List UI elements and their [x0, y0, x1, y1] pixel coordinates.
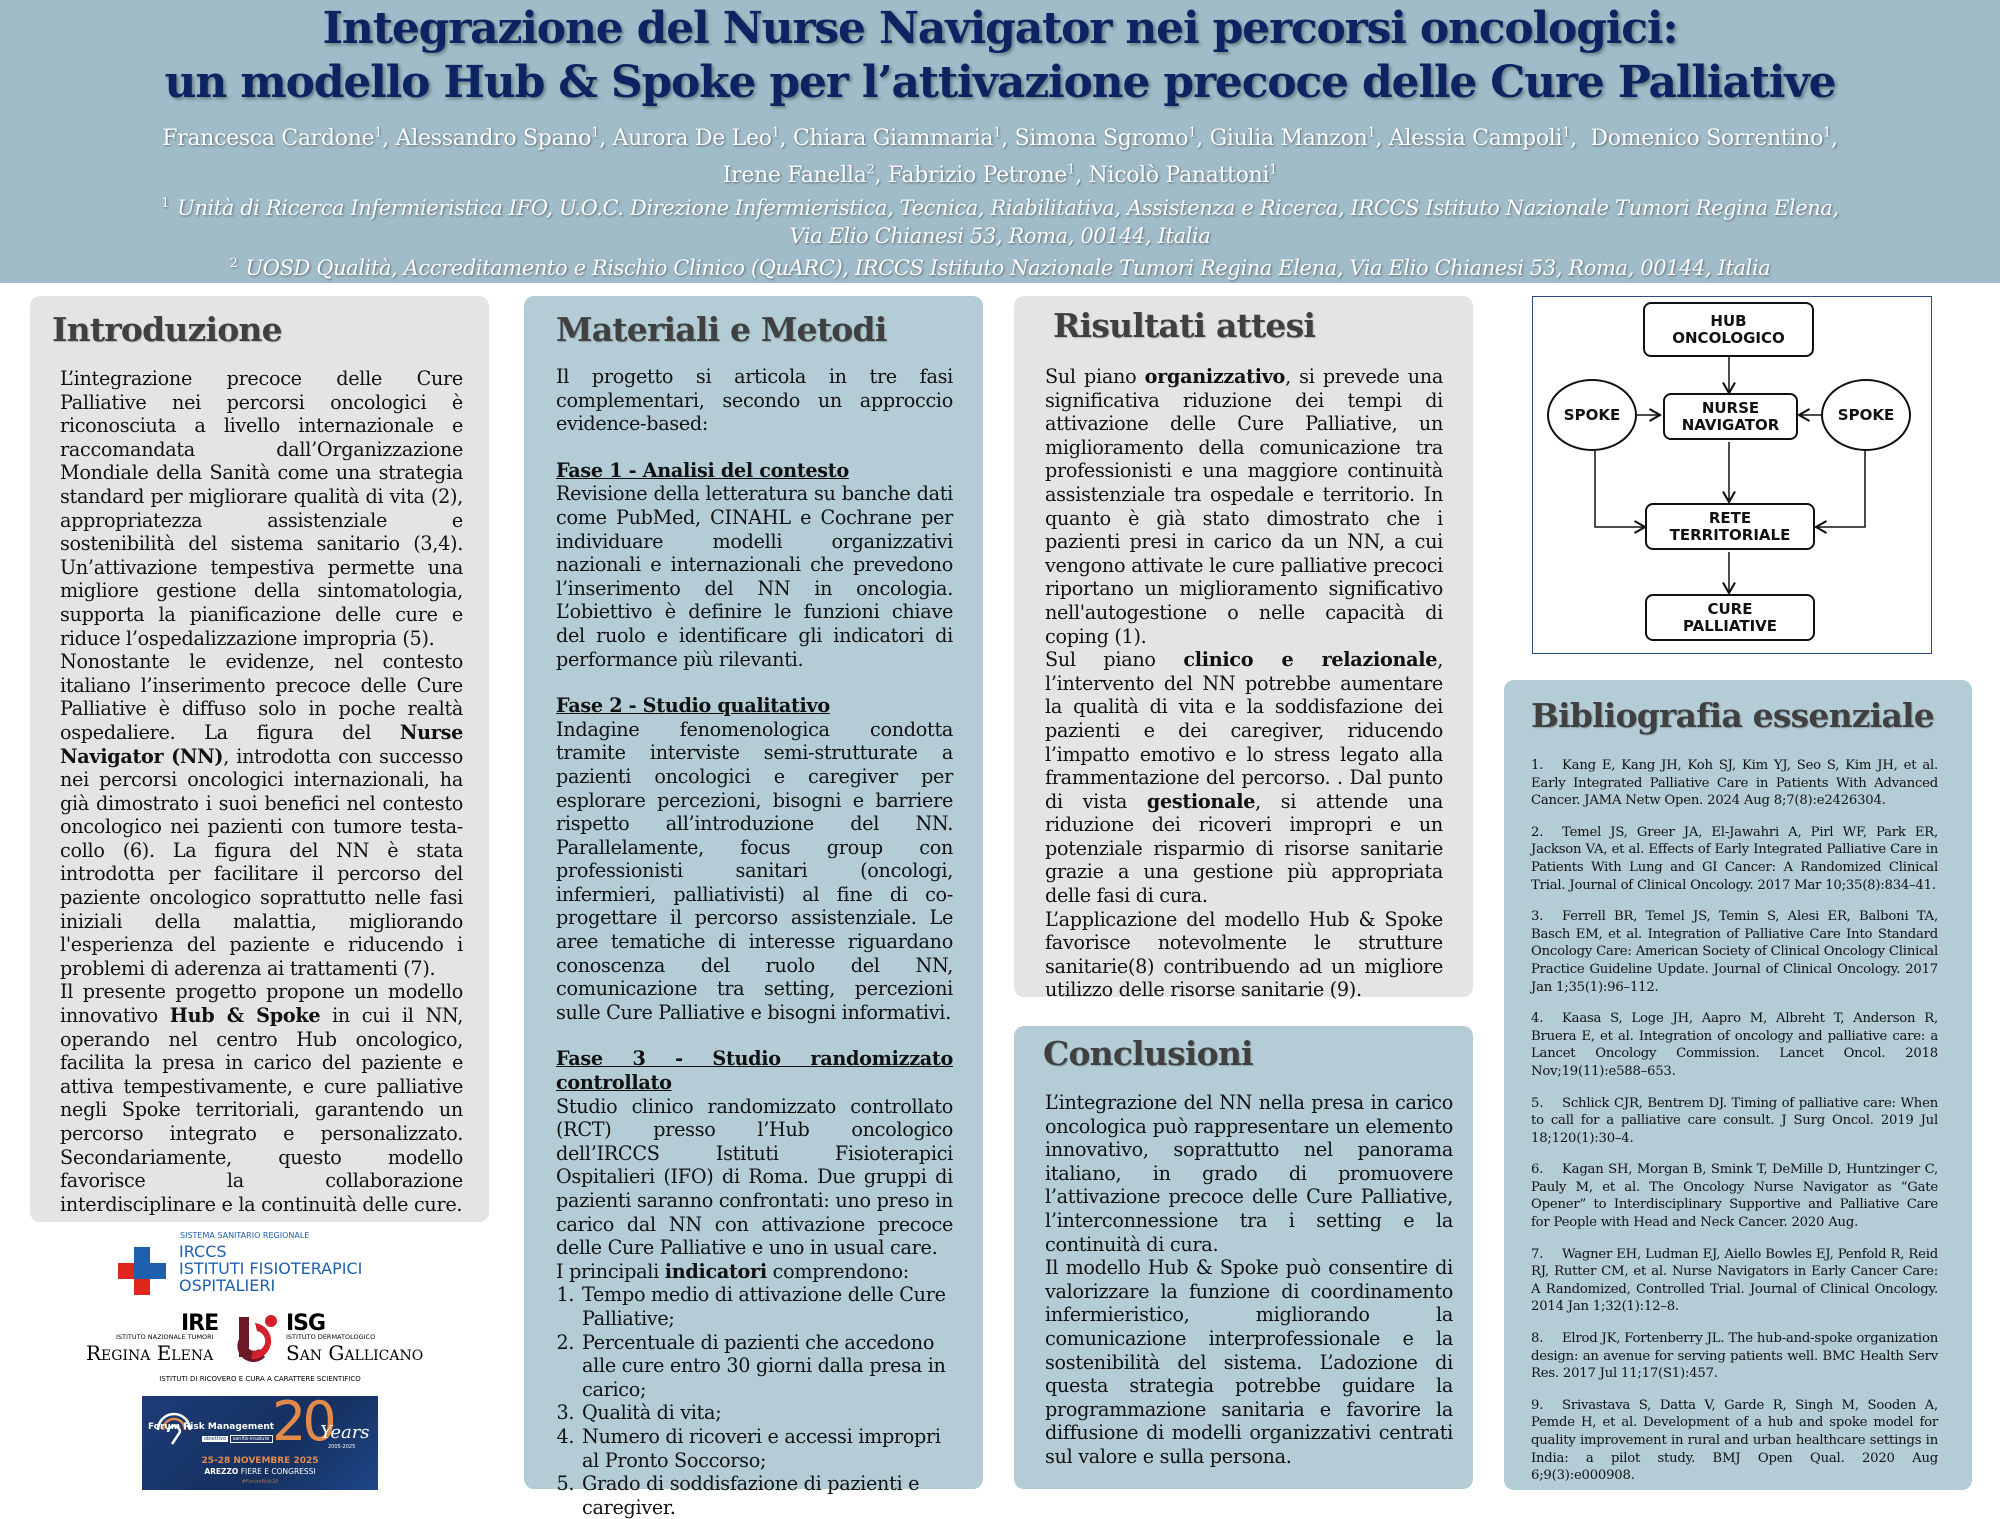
- indicators-intro: I principali indicatori comprendono:: [556, 1259, 909, 1283]
- reference-item: 6. Kagan SH, Morgan B, Smink T, DeMille D, Huntzinger C, Pauly M, et al. The Oncology Nurse Navigator as “Gate Opener” to Interdisciplinary Supportive and Palliative Care for People with Head and Neck Cancer. 2020 Aug.: [1531, 1162, 1938, 1231]
- section-materiali-metodi: [524, 296, 983, 1519]
- logo-area: [30, 1225, 490, 1495]
- author: Alessia Campoli$^1$,: [1388, 126, 1591, 152]
- section-title: Bibliografia essenziale: [1531, 696, 1934, 735]
- poster-header: [0, 0, 2000, 283]
- ifo-cross-icon: [118, 1247, 166, 1295]
- reference-item: 4. Kaasa S, Loge JH, Aapro M, Albreht T, Anderson R, Bruera E, et al. Integration of oncology and palliative care: a Lancet Oncology Commission. Lancet Oncol. 2018 Nov;19(11):e588–653.: [1531, 1011, 1938, 1079]
- ire-isg-logo: [86, 1311, 446, 1371]
- affiliations: [60, 190, 1940, 282]
- reference-item: 8. Elrod JK, Fortenberry JL. The hub-and-spoke organization design: an avenue for serving patients well. BMC Health Serv Res. 2017 Jul 11;17(S1):457.: [1531, 1331, 1938, 1382]
- section-conclusioni: [1014, 1026, 1473, 1489]
- forum-date: 25-28 NOVEMBRE 2025: [201, 1456, 319, 1466]
- section-body: [1045, 1091, 1453, 1469]
- paragraph: L’integrazione del NN nella presa in carico oncologica può rappresentare un elemento innovativo, soprattutto nel panorama italiano, in grado di promuovere l’attivazione precoce delle Cure Palliative, l’interconnessione tra i setting e la continuità di cura.: [1045, 1091, 1453, 1256]
- section-body: [1045, 365, 1443, 1002]
- section-title: Conclusioni: [1043, 1034, 1253, 1073]
- ifo-name: IRCCS ISTITUTI FISIOTERAPICI OSPITALIERI: [179, 1242, 363, 1295]
- hub-spoke-diagram: [1532, 296, 1932, 654]
- author: Irene Fanella$^2$,: [722, 162, 888, 188]
- ire-subtitle: ISTITUTO NAZIONALE TUMORI: [116, 1333, 214, 1341]
- ire-abbr: IRE: [181, 1311, 219, 1336]
- paragraph: L’integrazione precoce delle Cure Palliative nei percorsi oncologici è riconosciuta a livello internazionale e raccomandata dall’Organizzazione Mondiale della Sanità come una strategia standard per migliorare qualità di vita (2), appropriatezza assistenziale e sostenibilità del sistema sanitario (3,4). Un’attivazione tempestiva permette una migliore gestione della sintomatologia, supporta la pianificazione delle cure e riduce l’ospedalizzazione impropria (5).: [60, 367, 463, 650]
- author: Domenico Sorrentino$^1$,: [1590, 126, 1838, 152]
- indicator-item: 4. Numero di ricoveri e accessi impropri al Pronto Soccorso;: [580, 1425, 953, 1472]
- author: Chiara Giammaria$^1$,: [793, 126, 1015, 152]
- reference-item: 5. Schlick CJR, Bentrem DJ. Timing of palliative care: When to call for a palliative care consult. J Surg Oncol. 2019 Jul 18;120(1):30–4.: [1531, 1095, 1938, 1146]
- affiliation-2: $^2$ UOSD Qualità, Accreditamento e Rischio Clinico (QuARC), IRCCS Istituto Nazionale Tumori Regina Elena, Via Elio Chianesi 53, Roma, 00144, Italia: [229, 256, 1771, 280]
- forum-tags: obiettivo sanità-insalute: [202, 1436, 273, 1442]
- affiliation-1: $^1$ Unità di Ricerca Infermieristica IFO, U.O.C. Direzione Infermieristica, Tecnica, Riabilitativa, Assistenza e Ricerca, IRCCS Istituto Nazionale Tumori Regina Elena,: [161, 196, 1839, 220]
- forum-place: AREZZO FIERE E CONGRESSI: [204, 1467, 316, 1476]
- paragraph: Nonostante le evidenze, nel contesto italiano l’inserimento precoce delle Cure Palliative è diffuso solo in poche realtà ospedaliere. La figura del Nurse Navigator (NN), introdotta con successo nei percorsi oncologici internazionali, ha già dimostrato i suoi benefici nel contesto oncologico nei pazienti con tumore testa-collo (6). La figura del NN è stata introdotta per facilitare il percorso del paziente oncologico soprattutto nelle fasi iniziali della malattia, migliorando l'esperienza del paziente e riducendo i problemi di aderenza ai trattamenti (7).: [60, 650, 463, 980]
- indicator-item: 1. Tempo medio di attivazione delle Cure Palliative;: [580, 1283, 953, 1330]
- phase-1-text: Revisione della letteratura su banche dati come PubMed, CINAHL e Cochrane per individuare modelli organizzativi nazionali e internazionali che prevedono l’inserimento del NN in oncologia. L’obiettivo è definire le funzioni chiave del ruolo e identificare gli indicatori di performance più rilevanti.: [556, 482, 953, 671]
- affiliation-1-address: Via Elio Chianesi 53, Roma, 00144, Italia: [789, 224, 1211, 248]
- indicator-item: 2. Percentuale di pazienti che accedono alle cure entro 30 giorni dalla presa in carico;: [580, 1331, 953, 1402]
- isg-abbr: ISG: [286, 1311, 326, 1336]
- ifo-heart-emblem-icon: [231, 1313, 281, 1363]
- node-rete-territoriale: RETE TERRITORIALE: [1645, 503, 1815, 550]
- poster-title: [0, 2, 2000, 110]
- paragraph: Il presente progetto propone un modello innovativo Hub & Spoke in cui il NN, operando nel centro Hub oncologico, facilita la presa in carico del paziente e attiva tempestivamente, e cure palliative negli Spoke territoriali, garantendo un percorso integrato e personalizzato. Secondariamente, questo modello favorisce la collaborazione interdisciplinare e la continuità delle cure.: [60, 980, 463, 1216]
- indicator-item: 3. Qualità di vita;: [580, 1401, 953, 1425]
- section-title: Risultati attesi: [1053, 306, 1316, 345]
- section-body: [556, 365, 953, 1519]
- title-line-1: Integrazione del Nurse Navigator nei percorsi oncologici:: [322, 3, 1678, 54]
- paragraph: Sul piano organizzativo, si prevede una significativa riduzione dei tempi di attivazione delle Cure Palliative, un miglioramento della comunicazione tra professionisti e una maggiore continuità assistenziale tra ospedale e territorio. In quanto è già stato dimostrato che i pazienti presi in carico da un NN, a cui vengono attivate le cure palliative precoci riportano un miglioramento significativo nell'autogestione o nelle capacità di coping (1).: [1045, 365, 1443, 648]
- phase-2-title: Fase 2 - Studio qualitativo: [556, 694, 830, 718]
- indicator-item: 5. Grado di soddisfazione di pazienti e caregiver.: [580, 1472, 953, 1519]
- section-body: [52, 367, 471, 1216]
- forum-hashtag: #ForumRisk20: [241, 1479, 279, 1485]
- section-introduzione: [30, 296, 489, 1222]
- isg-subtitle: ISTITUTO DERMATOLOGICO: [286, 1333, 376, 1341]
- section-risultati-attesi: [1014, 296, 1473, 1002]
- section-bibliografia: [1504, 680, 1972, 1490]
- section-title: Introduzione: [52, 310, 282, 349]
- node-hub-oncologico: HUB ONCOLOGICO: [1643, 302, 1814, 357]
- irccs-caption: ISTITUTI DI RICOVERO E CURA A CARATTERE SCIENTIFICO: [159, 1375, 361, 1383]
- reference-item: 3. Ferrell BR, Temel JS, Temin S, Alesi ER, Balboni TA, Basch EM, et al. Integration of Palliative Care Into Standard Oncology Care: American Society of Clinical Oncology Clinical Practice Guideline Update. Journal of Clinical Oncology. 2017 Jan 1;35(1):96–112.: [1531, 909, 1938, 995]
- author: Francesca Cardone$^1$,: [162, 126, 396, 152]
- author: Simona Sgromo$^1$,: [1014, 126, 1210, 152]
- paragraph: Il modello Hub & Spoke può consentire di valorizzare la funzione di coordinamento infermieristico, migliorando la comunicazione interprofessionale e la sostenibilità del sistema. L’adozione di questa strategia potrebbe guidare la programmazione sanitaria e favorire la diffusione di modelli organizzativi centrati sul valore e sulla persona.: [1045, 1256, 1453, 1468]
- forum-20: 20: [272, 1396, 333, 1453]
- paragraph: Il progetto si articola in tre fasi complementari, secondo un approccio evidence-based:: [556, 365, 953, 436]
- author: Aurora De Leo$^1$,: [612, 126, 794, 152]
- author: Fabrizio Petrone$^1$,: [887, 162, 1089, 188]
- isg-name: San Gallicano: [286, 1341, 424, 1365]
- reference-item: 2. Temel JS, Greer JA, El-Jawahri A, Pirl WF, Park ER, Jackson VA, et al. Effects of Early Integrated Palliative Care in Patients With Lung and GI Cancer: A Randomized Clinical Trial. Journal of Clinical Oncology. 2017 Mar 10;35(8):834–41.: [1531, 824, 1938, 893]
- author: Giulia Manzon$^1$,: [1209, 126, 1389, 152]
- paragraph: Sul piano clinico e relazionale, l’intervento del NN potrebbe aumentare la qualità di vita e la soddisfazione dei pazienti e dei caregiver, riducendo l’impatto emotivo e lo stress legato alla frammentazione del percorso. . Dal punto di vista gestionale, si attende una riduzione dei ricoveri impropri e un potenziale risparmio di risorse sanitarie grazie a una gestione più appropriata delle fasi di cura.: [1045, 648, 1444, 908]
- author: Alessandro Spano$^1$,: [395, 126, 613, 152]
- author: Nicolò Panattoni$^1$: [1088, 162, 1278, 188]
- indicators-list: [556, 1283, 953, 1519]
- forum-risk-banner: [142, 1396, 378, 1490]
- reference-item: 1. Kang E, Kang JH, Koh SJ, Kim YJ, Seo S, Kim JH, et al. Early Integrated Palliative Care in Patients With Advanced Cancer. JAMA Netw Open. 2024 Aug 8;7(8):e2426304.: [1531, 758, 1938, 809]
- phase-1-title: Fase 1 - Analisi del contesto: [556, 458, 849, 482]
- node-spoke-left: SPOKE: [1547, 379, 1637, 451]
- ifo-top-text: SISTEMA SANITARIO REGIONALE: [180, 1231, 310, 1240]
- node-cure-palliative: CURE PALLIATIVE: [1645, 594, 1815, 641]
- phase-2-text: Indagine fenomenologica condotta tramite interviste semi-strutturate a pazienti oncologici e caregiver per esplorare percezioni, bisogni e barriere rispetto all’introduzione del NN. Parallelamente, focus group con professionisti sanitari (oncologi, infermieri, palliativisti) al fine di co-progettare il percorso assistenziale. Le aree tematiche di interesse riguardano conoscenza del ruolo del NN, comunicazione tra setting, percezioni sulle Cure Palliative e bisogni informativi.: [556, 717, 953, 1024]
- forum-name: Forum Risk Management: [148, 1422, 275, 1432]
- title-line-2: un modello Hub & Spoke per l’attivazione precoce delle Cure Palliative: [164, 57, 1836, 108]
- forum-years: Years: [320, 1422, 370, 1443]
- paragraph: L’applicazione del modello Hub & Spoke favorisce notevolmente le strutture sanitarie(8) contribuendo ad un migliore utilizzo delle risorse sanitarie (9).: [1045, 907, 1443, 1002]
- reference-item: 7. Wagner EH, Ludman EJ, Aiello Bowles EJ, Penfold R, Reid RJ, Rutter CM, et al. Nurse Navigators in Early Cancer Care: A Randomized, Controlled Trial. Journal of Clinical Oncology. 2014 Jan 1;32(1):12–8.: [1531, 1246, 1938, 1315]
- ifo-logo: [118, 1231, 398, 1301]
- section-title: Materiali e Metodi: [556, 310, 887, 349]
- reference-item: 9. Srivastava S, Datta V, Garde R, Singh M, Sooden A, Pemde H, et al. Development of a hub and spoke model for quality improvement in rural and urban healthcare settings in India: a pilot study. BMJ Open Qual. 2020 Aug 6;9(3):e000908.: [1531, 1397, 1938, 1484]
- forum-range: 2005-2025: [328, 1444, 356, 1450]
- reference-list: [1531, 757, 1938, 1485]
- ire-name: Regina Elena: [86, 1341, 214, 1365]
- node-nurse-navigator: NURSE NAVIGATOR: [1663, 393, 1798, 440]
- author-list: [60, 118, 1940, 191]
- node-spoke-right: SPOKE: [1821, 379, 1911, 451]
- phase-3-title: Fase 3 - Studio randomizzato controllato: [556, 1047, 953, 1095]
- phase-3-text: Studio clinico randomizzato controllato (RCT) presso l’Hub oncologico dell’IRCCS Istituti Fisioterapici Ospitalieri (IFO) di Roma. Due gruppi di pazienti saranno confrontati: uno preso in carico dal NN con attivazione precoce delle Cure Palliative e uno in usual care.: [556, 1094, 953, 1260]
